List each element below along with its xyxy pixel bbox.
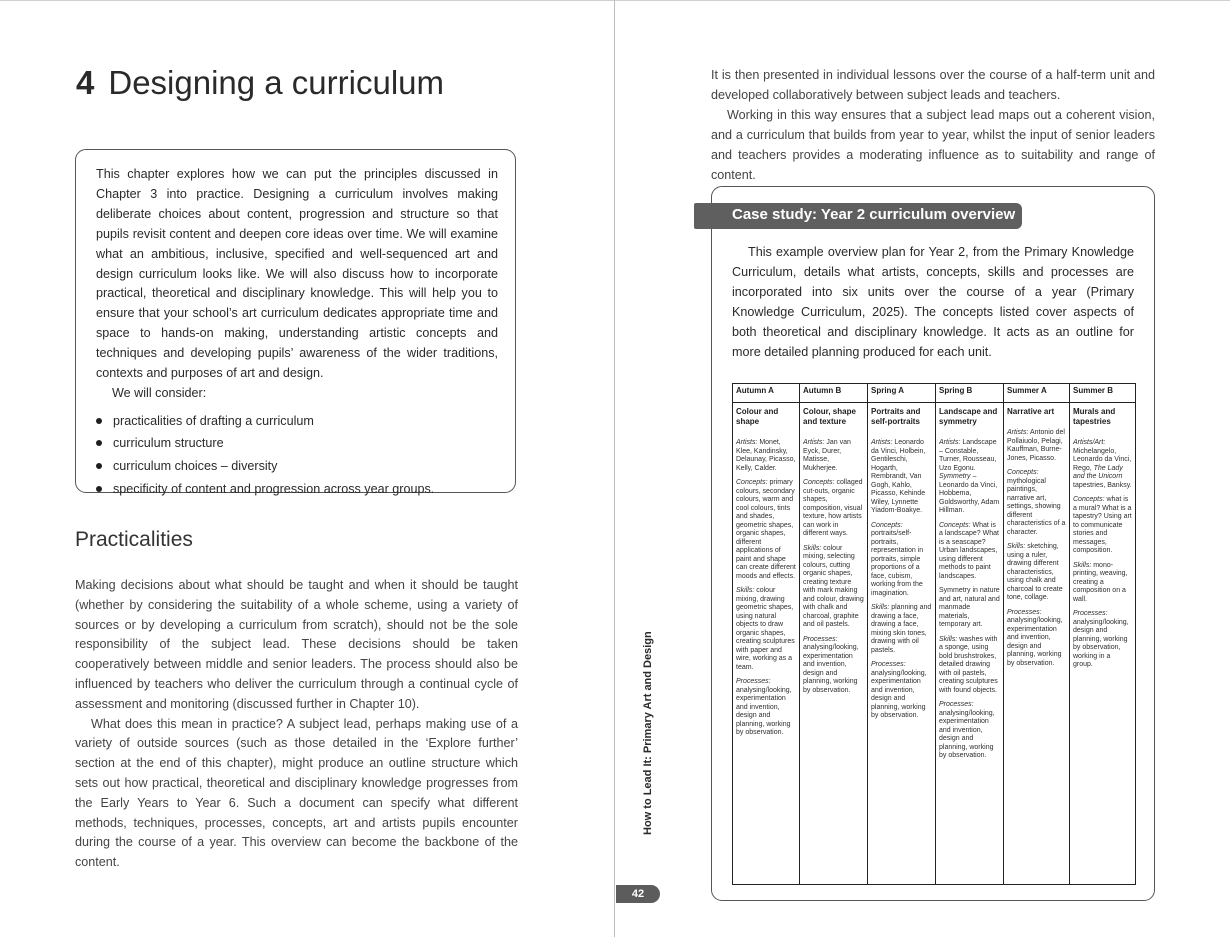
processes-text: Processes: analysing/looking, experimentation and invention, design and planning, working by observation. [1007,608,1063,667]
processes-text: Processes: analysing/looking, experimentation and invention, design and planning, working by observation. [736,678,792,736]
intro-paragraph: This chapter explores how we can put the principles discussed in Chapter 3 into practice. Designing a curriculum involves making deliberate choices about content, progression and structure so that pupils revisit content and deepen core ideas over time. We will examine what an ambitious, inclusive, specified and well-sequenced art and design curriculum looks like. We will also discuss how to incorporate practical, theoretical and disciplinary knowledge. This will help you to ensure that your school’s art curriculum dedicates appropriate time and space to hands-on making, understanding artistic concepts and techniques and developing pupils’ awareness of the wider traditions, contexts and purposes of art and design. [96,167,498,381]
unit-details [871,439,932,721]
unit-cell [936,403,1004,885]
column-header: Spring B [936,384,1004,403]
bullet-icon [96,440,102,446]
topic-text: curriculum choices – diversity [113,459,278,474]
unit-title: Colour and shape [736,407,779,426]
concepts-text: Concepts: portraits/self-portraits, representation in portraits, simple proportions of a face, cubism, working from the imagination. [871,521,924,597]
artists-text: Artists: Leonardo da Vinci, Holbein, Gentileschi, Hogarth, Rembrandt, Van Gogh, Kahlo, Picasso, Kehinde Wiley, Lynnette Yiadom-Boakye. [871,439,926,514]
topics-list [96,410,498,500]
bullet-icon [96,418,102,424]
unit-cell [800,403,868,885]
skills-text: Skills: colour mixing, drawing geometric shapes, using natural objects to draw organic shapes, creating sculptures with paper and wire, working as a team. [736,587,795,671]
concepts-extra-text: Symmetry in nature and art, natural and manmade materials, temporary art. [939,587,1000,628]
continued-body [711,66,1155,185]
section-heading-practicalities: Practicalities [75,528,193,551]
topic-item [113,478,498,501]
case-study-title: Case study: Year 2 curriculum overview [732,206,1016,223]
skills-text: Skills: planning and drawing a face, drawing a face, mixing skin tones, drawing with oil pastels. [871,604,932,654]
concepts-text: Concepts: What is a landscape? What is a seascape? Urban landscapes, using different methods to paint landscapes. [939,521,999,580]
book-spine [614,0,615,937]
bullet-icon [96,486,102,492]
unit-title: Portraits and self-portraits [871,407,921,426]
curriculum-overview-table [732,383,1136,885]
unit-details [1073,439,1132,670]
skills-text: Skills: washes with a sponge, using bold brushstrokes, detailed drawing with oil pastels, creating sculptures with found objects. [939,635,998,694]
unit-cell [868,403,936,885]
topic-item [113,410,498,433]
unit-details [939,439,1000,761]
unit-title: Murals and tapestries [1073,407,1116,426]
column-header: Autumn B [800,384,868,403]
body-paragraph: Working in this way ensures that a subject lead maps out a coherent vision, and a curriculum that builds from year to year, whilst the input of senior leaders and teachers provides a moderating influence as to suitability and range of content. [711,107,1155,182]
unit-title: Landscape and symmetry [939,407,998,426]
top-rule [0,0,1230,1]
artists-text: Artists: Monet, Klee, Kandinsky, Delaunay, Picasso, Kelly, Calder. [736,439,796,472]
table-header-row [733,384,1136,403]
topic-item [113,432,498,455]
case-study-title-tab [694,203,1022,229]
artists-text: Artists/Art: Michelangelo, Leonardo da Vinci, Rego, The Lady and the Unicorn tapestries, Banksy. [1073,439,1132,489]
topic-text: specificity of content and progression across year groups. [113,481,435,496]
chapter-number: 4 [76,64,95,101]
bullet-icon [96,463,102,469]
processes-text: Processes: analysing/looking, experimentation and invention, design and planning, working by observation. [939,701,995,759]
running-head-text: How to Lead It: Primary Art and Design [642,631,654,835]
unit-cell [733,403,800,885]
column-header: Spring A [868,384,936,403]
unit-details [1007,429,1066,668]
body-paragraph: Making decisions about what should be taught and when it should be taught (whether by considering the suitability of a whole scheme, using a variety of sources or by developing a curriculum from scratch), should not be the sole responsibility of the subject lead. These decisions should be taken cooperatively between middle and senior leaders. The process should also be influenced by teachers who deliver the curriculum through a continual cycle of assessment and monitoring (discussed further in Chapter 10). [75,578,518,711]
chapter-intro-box [75,149,516,496]
unit-cell [1004,403,1070,885]
unit-title: Narrative art [1007,407,1055,416]
column-header: Summer A [1004,384,1070,403]
consider-line: We will consider: [112,385,207,400]
skills-text: Skills: mono-printing, weaving, creating a composition on a wall. [1073,561,1128,603]
chapter-title-text: Designing a curriculum [108,64,444,101]
concepts-text: Concepts: collaged cut-outs, organic shapes, composition, visual texture, how artists can work in different ways. [803,479,863,537]
artists-text: Artists: Landscape – Constable, Turner, Rousseau, Uzo Egonu. Symmetry – Leonardo da Vinci, Hobbema, Goldsworthy, Adam Hillman. [939,439,1000,514]
topic-item [113,455,498,478]
processes-text: Processes: analysing/looking, experimentation and invention, design and planning, working by observation. [803,635,859,694]
chapter-title [76,64,444,102]
unit-details [803,439,864,695]
body-paragraph: What does this mean in practice? A subject lead, perhaps making use of a variety of outside sources (such as those detailed in the ‘Explore further’ section at the end of this chapter), might produce an outline structure which sets out how practical, theoretical and disciplinary knowledge progresses from the Early Years to Year 6. Such a document can specify what different methods, techniques, processes, concepts, art and artists pupils encounter during the course of a year. This overview can become the backbone of the content. [75,716,518,870]
skills-text: Skills: colour mixing, selecting colours, cutting organic shapes, creating texture with mark making and colour, drawing with chalk and charcoal, graphite and oil pastels. [803,544,864,628]
body-paragraph: It is then presented in individual lessons over the course of a half-term unit and developed collaboratively between subject leads and teachers. [711,68,1155,102]
processes-text: Processes: analysing/looking, experimentation and invention, design and planning, working by observation. [871,661,927,719]
concepts-text: Concepts: mythological paintings, narrative art, settings, showing different characteristics of a character. [1007,469,1066,536]
artists-text: Artists: Antonio del Pollaiuolo, Pelagi, Kauffman, Burne-Jones, Picasso. [1007,429,1065,462]
skills-text: Skills: sketching, using a ruler, drawing different characteristics, using chalk and charcoal to create tone, collage. [1007,543,1063,601]
topic-text: practicalities of drafting a curriculum [113,413,314,428]
table-row [733,403,1136,885]
case-study-intro: This example overview plan for Year 2, from the Primary Knowledge Curriculum, details what artists, concepts, skills and processes are incorporated into six units over the course of a year (Primary Knowledge Curriculum, 2025). The concepts listed cover aspects of both theoretical and disciplinary knowledge. It acts as an outline for more detailed planning produced for each unit. [732,245,1134,359]
practicalities-body [75,576,518,873]
topic-text: curriculum structure [113,436,224,451]
unit-details [736,439,796,738]
unit-cell [1070,403,1136,885]
column-header: Summer B [1070,384,1136,403]
concepts-text: Concepts: what is a mural? What is a tapestry? Using art to communicate stories and messages, composition. [1073,496,1132,554]
processes-text: Processes: analysing/looking, design and planning, working by observation, working in a group. [1073,610,1129,668]
concepts-text: Concepts: primary colours, secondary colours, warm and cool colours, tints and shades, geometric shapes, organic shapes, different applications of paint and shape can create different moods and effects. [736,479,796,580]
artists-text: Artists: Jan van Eyck, Durer, Matisse, Mukherjee. [803,439,851,472]
column-header: Autumn A [733,384,800,403]
unit-title: Colour, shape and texture [803,407,856,426]
page-number-tab: 42 [616,885,660,903]
